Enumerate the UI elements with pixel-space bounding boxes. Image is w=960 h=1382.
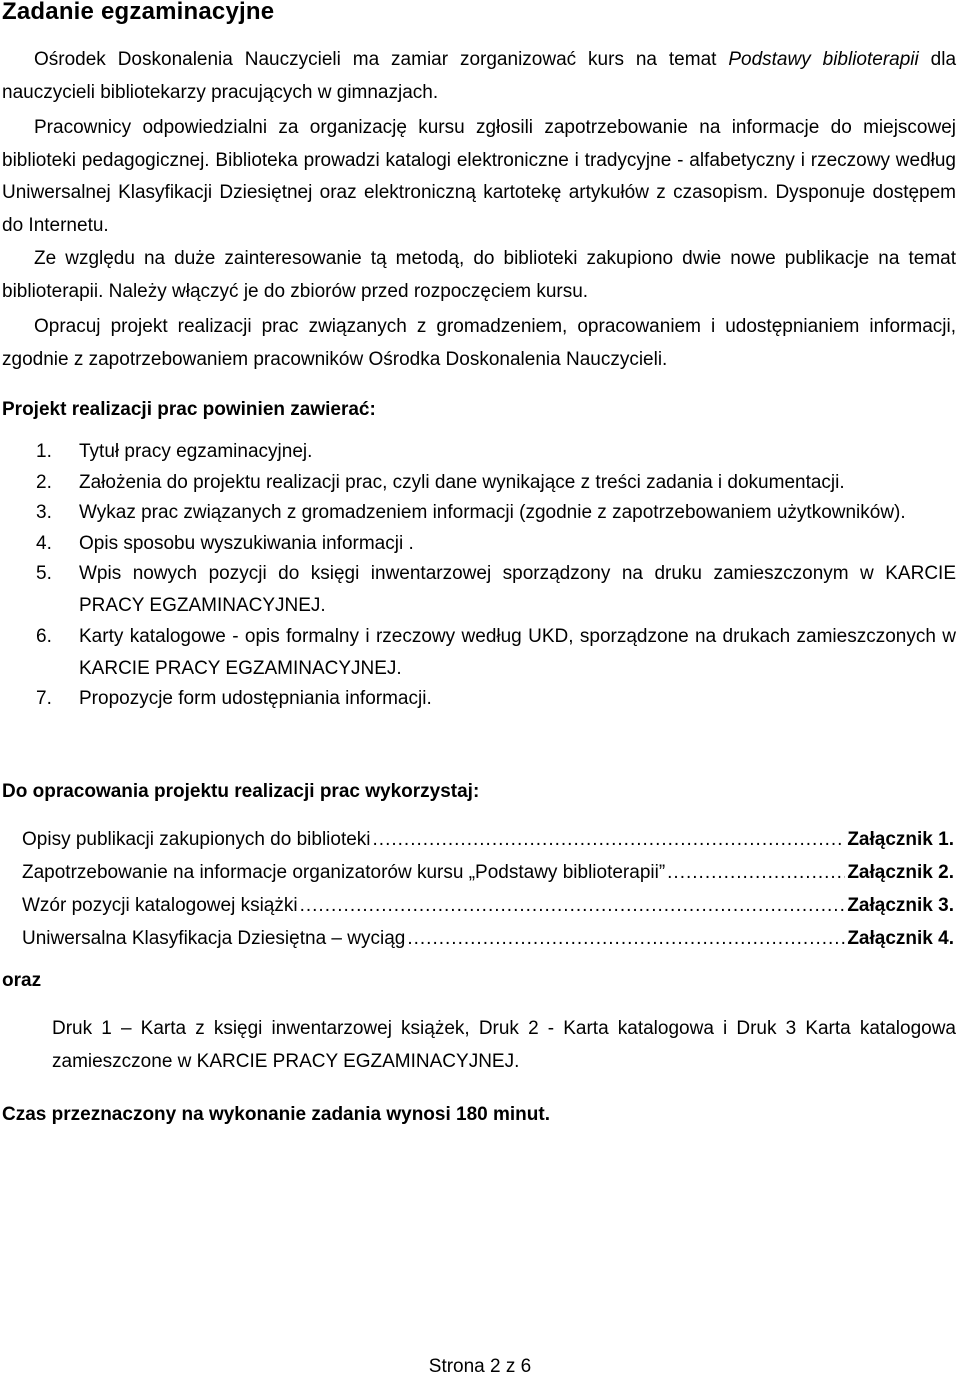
intro-paragraph-4: Opracuj projekt realizacji prac związanych z gromadzeniem, opracowaniem i udostępnianiem informacji, zgodnie z zapotrzebowaniem pracowników Ośrodka Doskonalenia Nauczycieli. (2, 316, 956, 370)
attachment-row (22, 856, 954, 889)
list-item-number: 4. (36, 532, 52, 554)
list-item (36, 467, 956, 499)
list-item-text: Opis sposobu wyszukiwania informacji . (79, 532, 414, 554)
list-item (36, 497, 956, 529)
list-item-text: Tytuł pracy egzaminacyjnej. (79, 441, 313, 462)
attachment-text: Opisy publikacji zakupionych do biblioteki (22, 829, 371, 850)
intro-paragraph-1 (2, 44, 956, 109)
list-item-number: 2. (36, 471, 52, 493)
leader-dots (667, 856, 845, 889)
list-item-text: Założenia do projektu realizacji prac, czyli dane wynikające z treści zadania i dokumentacji. (79, 471, 845, 493)
time-note: Czas przeznaczony na wykonanie zadania wynosi 180 minut. (2, 1104, 550, 1125)
oraz-label: oraz (2, 970, 42, 991)
attachment-row (22, 922, 954, 955)
leader-dots (373, 823, 846, 856)
list-item (36, 436, 956, 468)
list-item (36, 558, 956, 622)
list-item-text: Wpis nowych pozycji do księgi inwentarzowej sporządzony na druku zamieszczonym w KARCIE PRACY EGZAMINACYJNEJ. (79, 563, 956, 616)
list-item-number: 3. (36, 502, 52, 523)
attachment-row (22, 889, 954, 922)
list-item-text: Wykaz prac związanych z gromadzeniem informacji (zgodnie z zapotrzebowaniem użytkowników). (79, 502, 906, 523)
intro-p1-after: dla nauczycieli bibliotekarzy pracujących w gimnazjach. (2, 49, 957, 103)
attachment-label: Załącznik 4. (847, 928, 954, 949)
list-item-number: 1. (36, 441, 52, 462)
course-title-italic: Podstawy biblioterapii (728, 49, 919, 70)
attachment-label: Załącznik 1. (847, 829, 954, 850)
project-heading: Projekt realizacji prac powinien zawierać: (2, 399, 376, 420)
list-item-number: 7. (36, 688, 52, 709)
list-item (36, 683, 956, 715)
intro-p1-before: Ośrodek Doskonalenia Nauczycieli ma zamiar zorganizować kurs na temat (34, 49, 729, 70)
list-item (36, 621, 956, 685)
list-item-number: 5. (36, 563, 52, 584)
page-number-footer: Strona 2 z 6 (428, 1356, 532, 1377)
attachment-text: Zapotrzebowanie na informacje organizatorów kursu „Podstawy biblioterapii” (22, 862, 666, 883)
forms-paragraph: Druk 1 – Karta z księgi inwentarzowej książek, Druk 2 - Karta katalogowa i Druk 3 Karta katalogowa zamieszczone w KARCIE PRACY EGZAMINACYJNEJ. (52, 1018, 956, 1072)
list-item (36, 528, 956, 560)
list-item-number: 6. (36, 625, 52, 647)
leader-dots (407, 922, 845, 955)
attachment-text: Uniwersalna Klasyfikacja Dziesiętna – wyciąg (22, 928, 406, 949)
leader-dots (300, 889, 846, 922)
list-item-text: Karty katalogowe - opis formalny i rzeczowy według UKD, sporządzone na drukach zamieszczonych w KARCIE PRACY EGZAMINACYJNEJ. (79, 625, 956, 679)
attachments-list (22, 823, 954, 955)
project-requirements-list (36, 436, 956, 714)
attachment-row (22, 823, 954, 856)
attachment-text: Wzór pozycji katalogowej książki (22, 895, 298, 916)
intro-paragraph-3: Ze względu na duże zainteresowanie tą metodą, do biblioteki zakupiono dwie nowe publikacje na temat biblioterapii. Należy włączyć je do zbiorów przed rozpoczęciem kursu. (2, 248, 956, 302)
materials-heading: Do opracowania projektu realizacji prac wykorzystaj: (2, 781, 480, 802)
attachment-label: Załącznik 2. (847, 862, 954, 883)
intro-paragraph-2: Pracownicy odpowiedzialni za organizację kursu zgłosili zapotrzebowanie na informacje do miejscowej biblioteki pedagogicznej. Biblioteka prowadzi katalogi elektroniczne i tradycyjne - alfabetyczny i rzeczowy według Uniwersalnej Klasyfikacji Dziesiętnej oraz elektroniczną kartotekę artykułów z czasopism. Dysponuje dostępem do Internetu. (2, 117, 956, 236)
attachment-label: Załącznik 3. (847, 895, 954, 916)
list-item-text: Propozycje form udostępniania informacji. (79, 688, 432, 709)
page-title: Zadanie egzaminacyjne (2, 0, 275, 25)
